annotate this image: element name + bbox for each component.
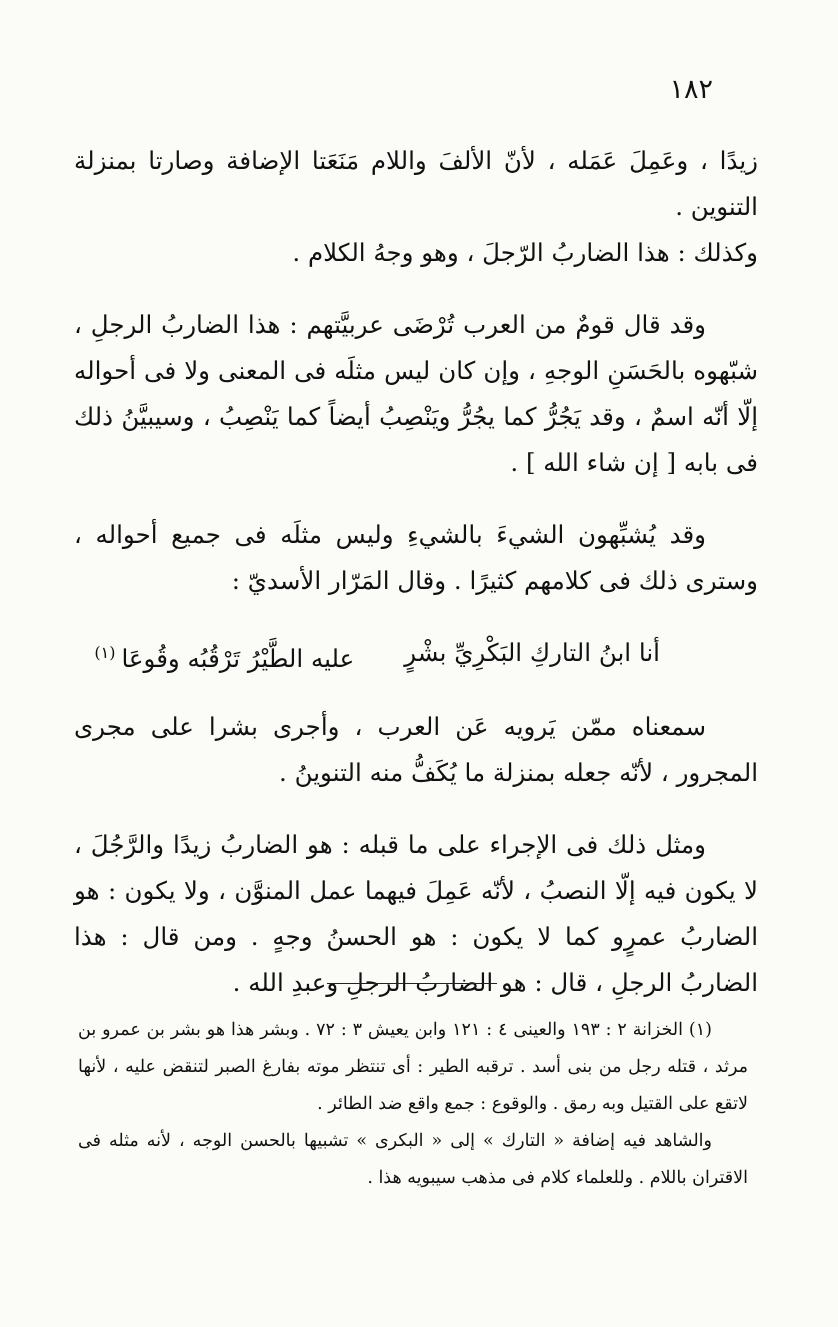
paragraph-5: ومثل ذلك فى الإجراء على ما قبله : هو الضاربُ زيدًا والرَّجُلَ ، لا يكون فيه إلّا النصبُ ، لأنّه عَمِلَ فيهما عمل المنوَّن ، ولا يكون : هو الضاربُ عمرٍو كما لا يكون : هو الحسنُ وجهٍ . ومن قال : هذا الضاربُ الرجلِ ، قال : هو الضاربُ الرجلِ وعبدِ الله . [74, 830, 758, 998]
poem-verse [74, 630, 758, 682]
footnote-1: (١) الخزانة ٢ : ١٩٣ والعينى ٤ : ١٢١ وابن يعيش ٣ : ٧٢ . وبشر هذا هو بشر بن عمرو بن مرثد ، قتله رجل من بنى أسد . ترقبه الطير : أى تنتظر موته بفارغ الصبر لتنقض عليه ، لأنها لاتقع على القتيل وبه رمق . والوقوع : جمع واقع ضد الطائر . [78, 1020, 748, 1114]
main-text [74, 138, 758, 1006]
paragraph-1a: زيدًا ، وعَمِلَ عَمَله ، لأنّ الألفَ واللام مَنَعَتا الإضافة وصارتا بمنزلة التنوين . [74, 146, 758, 221]
paragraph-1b: وكذلك : هذا الضاربُ الرّجلَ ، وهو وجهُ الكلام . [292, 238, 758, 267]
verse-hemistich-2: عليه الطَّيْرُ تَرْقُبُه وقُوعَا$^{(١)}$ [94, 643, 355, 674]
paragraph-2: وقد قال قومٌ من العرب تُرْضَى عربيَّتهم : هذا الضاربُ الرجلِ ، شبّهوه بالحَسَنِ الوجهِ ، وإن كان ليس مثلَه فى المعنى ولا فى أحواله إلّا أنّه اسمٌ ، وقد يَجُرُّ كما يجُرُّ ويَنْصِبُ أيضاً كما يَنْصِبُ ، وسيبيَّنُ ذلك فى بابه [ إن شاء الله ] . [74, 310, 758, 477]
footnote-divider [327, 983, 497, 984]
footnote-1-continuation: والشاهد فيه إضافة « التارك » إلى « البكرى » تشبيها بالحسن الوجه ، لأنه مثله فى الاقتران باللام . وللعلماء كلام فى مذهب سيبويه هذا . [78, 1131, 748, 1188]
paragraph-4: سمعناه ممّن يَرويه عَن العرب ، وأجرى بشرا على مجرى المجرور ، لأنّه جعله بمنزلة ما يُكَفُّ منه التنوينُ . [74, 712, 758, 788]
footnote-marker: (١) [94, 643, 116, 662]
footnotes [78, 1012, 748, 1197]
paragraph-3: وقد يُشبِّهون الشيءَ بالشيءِ وليس مثلَه فى جميع أحواله ، وسترى ذلك فى كلامهم كثيرًا . وقال المَرّار الأسديّ : [74, 520, 758, 595]
verse-hemistich-1: أنا ابنُ التاركِ البَكْرِيِّ بشْرٍ [404, 638, 660, 667]
page-number: ١٨٢ [669, 74, 713, 105]
